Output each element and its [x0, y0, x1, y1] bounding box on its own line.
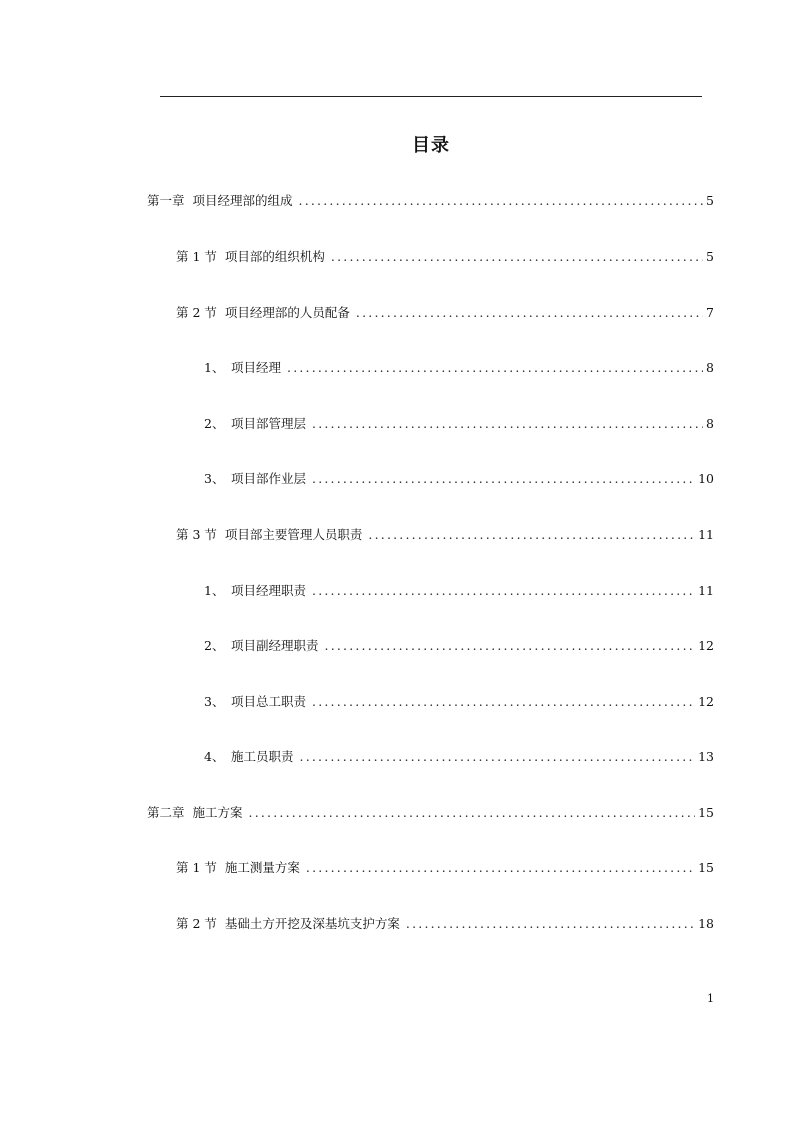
toc-entry[interactable] — [204, 582, 714, 600]
toc-entry-page: 18 — [698, 916, 714, 931]
toc-entry[interactable] — [176, 915, 714, 933]
toc-entry-title: 项目经理 — [231, 360, 282, 375]
toc-entry-title: 项目部的组织机构 — [224, 249, 325, 264]
toc-entry-title: 项目经理部的组成 — [192, 193, 293, 208]
toc-entry-page: 11 — [698, 583, 714, 598]
dot-leader — [331, 248, 703, 266]
toc-entry[interactable] — [176, 526, 714, 544]
toc-entry-page: 12 — [698, 638, 714, 653]
toc-entry[interactable] — [176, 304, 714, 322]
toc-entry[interactable] — [204, 748, 714, 766]
page-title: 目录 — [412, 135, 450, 156]
dot-leader — [356, 304, 703, 322]
dot-leader — [406, 915, 695, 933]
toc-entry-number: 第 2 节 — [176, 305, 217, 320]
toc-entry[interactable] — [204, 637, 714, 655]
toc-entry-page: 5 — [706, 193, 714, 208]
toc-entry[interactable] — [204, 470, 714, 488]
toc-entry-title: 项目副经理职责 — [231, 638, 319, 653]
toc-entry[interactable] — [204, 693, 714, 711]
page-number: 1 — [707, 992, 714, 1005]
toc-entry-page: 8 — [706, 416, 714, 431]
toc-entry-title: 项目部管理层 — [231, 416, 307, 431]
toc-entry-number: 2、 — [204, 638, 225, 653]
toc-entry-page: 10 — [698, 471, 714, 486]
dot-leader — [312, 582, 695, 600]
dot-leader — [312, 693, 695, 711]
toc-entry[interactable] — [204, 415, 714, 433]
toc-entry-title: 施工方案 — [192, 805, 243, 820]
toc-entry-number: 2、 — [204, 416, 225, 431]
toc-entry-number: 第 2 节 — [176, 916, 217, 931]
toc-entry-page: 11 — [698, 527, 714, 542]
toc-entry-title: 项目经理部的人员配备 — [224, 305, 350, 320]
toc-entry-number: 第二章 — [147, 805, 185, 820]
toc-entry-title: 基础土方开挖及深基坑支护方案 — [224, 916, 400, 931]
toc-entry-page: 13 — [698, 749, 714, 764]
toc-entry-title: 项目总工职责 — [231, 694, 307, 709]
toc-entry-page: 15 — [698, 805, 714, 820]
toc-entry[interactable] — [147, 192, 714, 210]
dot-leader — [368, 526, 695, 544]
toc-entry[interactable] — [204, 359, 714, 377]
dot-leader — [312, 470, 695, 488]
toc-entry-title: 项目经理职责 — [231, 583, 307, 598]
dot-leader — [300, 748, 696, 766]
toc-entry-number: 3、 — [204, 694, 225, 709]
toc-entry[interactable] — [176, 859, 714, 877]
toc-entry-number: 1、 — [204, 583, 225, 598]
toc-entry-number: 3、 — [204, 471, 225, 486]
dot-leader — [325, 637, 696, 655]
toc-entry-page: 8 — [706, 360, 714, 375]
toc-entry-title: 项目部作业层 — [231, 471, 307, 486]
dot-leader — [249, 804, 696, 822]
dot-leader — [299, 192, 704, 210]
dot-leader — [312, 415, 703, 433]
toc-entry-number: 第 1 节 — [176, 860, 217, 875]
toc-entry-page: 12 — [698, 694, 714, 709]
toc-entry-page: 5 — [706, 249, 714, 264]
toc-entry-page: 15 — [698, 860, 714, 875]
dot-leader — [287, 359, 703, 377]
toc-entry-title: 施工测量方案 — [224, 860, 300, 875]
toc-entry-title: 项目部主要管理人员职责 — [224, 527, 363, 542]
toc-entry-number: 第一章 — [147, 193, 185, 208]
toc-entry[interactable] — [176, 248, 714, 266]
toc-entry-title: 施工员职责 — [231, 749, 294, 764]
dot-leader — [306, 859, 695, 877]
toc-entry-number: 4、 — [204, 749, 225, 764]
toc-entry-number: 第 3 节 — [176, 527, 217, 542]
toc-entry[interactable] — [147, 804, 714, 822]
toc-entry-number: 1、 — [204, 360, 225, 375]
toc-entry-number: 第 1 节 — [176, 249, 217, 264]
toc-entry-page: 7 — [706, 305, 714, 320]
